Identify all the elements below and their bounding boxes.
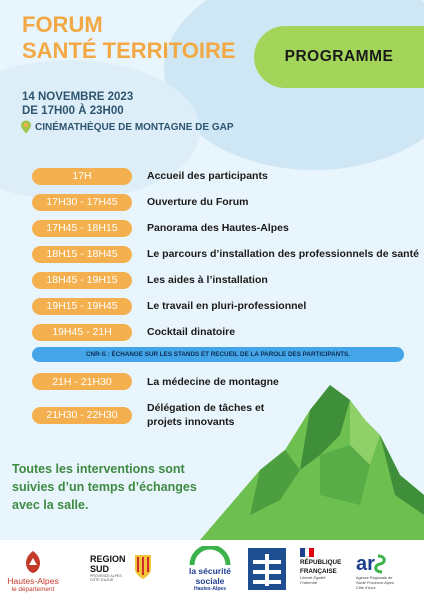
event-location: [20, 120, 234, 134]
program-row: [32, 241, 424, 267]
region-small: PROVENCE ALPES CÔTE D'AZUR: [90, 574, 122, 582]
rf-line-2: FRANÇAISE: [300, 568, 337, 575]
program-list: [32, 163, 424, 345]
date-line-1: 14 NOVEMBRE 2023: [22, 91, 134, 103]
session-label: Le parcours d’installation des professionnels de santé: [147, 248, 419, 260]
time-pill: 18H45 - 19H15: [32, 272, 132, 289]
poster-title: [22, 12, 236, 64]
ars-logo: [356, 550, 418, 591]
cnr-banner: [32, 347, 404, 362]
badge-label: PROGRAMME: [284, 48, 394, 65]
session-label: Délégation de tâches et projets innovants: [147, 402, 265, 428]
svg-text:ar: ar: [356, 553, 375, 575]
securite-sociale-logo: [178, 546, 242, 593]
rf-line-1: RÉPUBLIQUE: [300, 559, 342, 566]
time-pill: 17H30 - 17H45: [32, 194, 132, 211]
program-row: [32, 293, 424, 319]
mountain-illustration: [200, 375, 424, 540]
event-date: [22, 90, 133, 118]
ars-wordmark-icon: [356, 550, 386, 576]
time-pill: 21H30 - 22H30: [32, 407, 132, 424]
securite-sociale-arc-icon: [187, 546, 233, 566]
program-row: [32, 319, 424, 345]
program-row: [32, 163, 424, 189]
secu-line-1: la sécurité: [188, 566, 232, 576]
cnr-banner-text: CNR-S : ÉCHANGE SUR LES STANDS ET RECUEIL DE LA PAROLE DES PARTICIPANTS.: [85, 351, 351, 358]
session-label: Ouverture du Forum: [147, 196, 249, 208]
program-row: [32, 215, 424, 241]
hautes-alpes-name: Hautes-Alpes: [7, 576, 59, 586]
title-line-2: SANTÉ TERRITOIRE: [22, 38, 236, 63]
title-line-1: FORUM: [22, 12, 103, 37]
program-row: [32, 189, 424, 215]
rf-motto: Liberté Égalité Fraternité: [300, 575, 326, 585]
program-row: [32, 267, 424, 293]
region-shield-icon: [134, 554, 152, 580]
program-row: [32, 373, 279, 390]
region-line-2: SUD: [90, 564, 110, 574]
ars-sub: Agence Régionale de Santé Provence-Alpes Côte d'Azur: [356, 576, 394, 590]
summary-text: Toutes les interventions sont suivies d’un temps d’échanges avec la salle.: [12, 462, 197, 512]
region-line-1: REGION: [90, 554, 126, 564]
session-label: Accueil des participants: [147, 170, 268, 182]
date-line-2: DE 17H00 À 23H00: [22, 105, 124, 117]
region-sud-logo: [90, 554, 170, 582]
msa-logo-icon: [248, 548, 286, 590]
program-row: [32, 401, 267, 429]
time-pill: 18H15 - 18H45: [32, 246, 132, 263]
secu-line-2: sociale: [195, 576, 225, 586]
time-pill: 21H - 21H30: [32, 373, 132, 390]
location-text: CINÉMATHÈQUE DE MONTAGNE DE GAP: [35, 121, 234, 133]
location-pin-icon: [20, 120, 32, 134]
time-pill: 17H45 - 18H15: [32, 220, 132, 237]
time-pill: 17H: [32, 168, 132, 185]
time-pill: 19H45 - 21H: [32, 324, 132, 341]
session-label: La médecine de montagne: [147, 375, 279, 388]
time-pill: 19H15 - 19H45: [32, 298, 132, 315]
secu-line-3: Hautes-Alpes: [194, 586, 226, 592]
partner-logos: [0, 540, 424, 600]
session-label: Panorama des Hautes-Alpes: [147, 222, 289, 234]
hautes-alpes-logo: [2, 550, 64, 593]
french-flag-icon: [300, 548, 314, 557]
hautes-alpes-sub: le département: [11, 586, 55, 593]
republique-francaise-logo: [300, 548, 354, 585]
programme-badge: [254, 26, 424, 88]
hautes-alpes-emblem-icon: [23, 550, 43, 574]
session-label: Le travail en pluri-professionnel: [147, 300, 307, 312]
session-label: Les aides à l’installation: [147, 274, 268, 286]
session-label: Cocktail dinatoire: [147, 326, 236, 338]
